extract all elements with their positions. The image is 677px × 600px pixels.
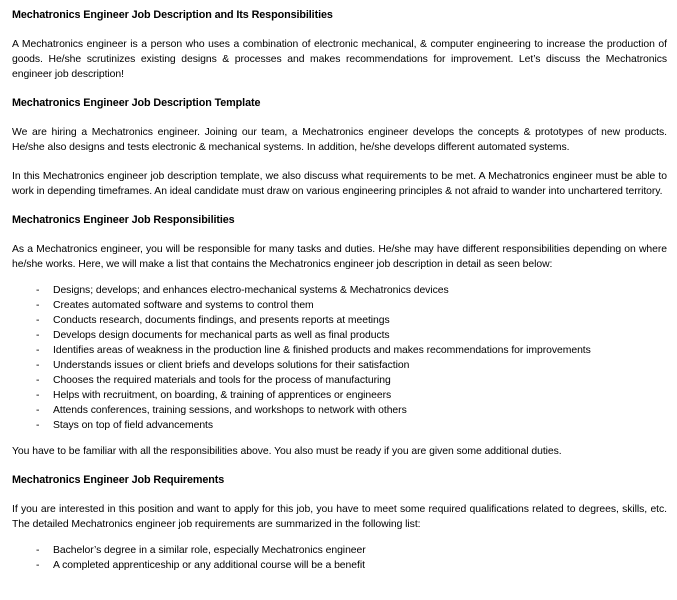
list-item-text: Bachelor’s degree in a similar role, especially Mechatronics engineer xyxy=(53,545,366,556)
bullet-dash: - xyxy=(36,360,40,371)
bullet-dash: - xyxy=(36,345,40,356)
list-item-text: Identifies areas of weakness in the production line & finished products and makes recommendations for improvements xyxy=(53,345,591,356)
bullet-dash: - xyxy=(36,315,40,326)
list-item xyxy=(36,388,667,403)
template-heading: Mechatronics Engineer Job Description Template xyxy=(12,97,261,109)
bullet-dash: - xyxy=(36,375,40,386)
list-item xyxy=(36,313,667,328)
responsibilities-list xyxy=(12,283,667,433)
document-title: Mechatronics Engineer Job Description and Its Responsibilities xyxy=(12,9,333,21)
list-item-text: Develops design documents for mechanical parts as well as final products xyxy=(53,330,390,341)
list-item-text: Creates automated software and systems to control them xyxy=(53,300,314,311)
list-item xyxy=(36,543,667,558)
requirements-heading: Mechatronics Engineer Job Requirements xyxy=(12,474,225,486)
list-item-text: Attends conferences, training sessions, and workshops to network with others xyxy=(53,405,407,416)
requirements-intro: If you are interested in this position and want to apply for this job, you have to meet some required qualifications related to degrees, skills, etc. The detailed Mechatronics engineer job requirements are summarized in the following list: xyxy=(12,504,667,530)
bullet-dash: - xyxy=(36,560,40,571)
responsibilities-heading: Mechatronics Engineer Job Responsibilities xyxy=(12,214,235,226)
bullet-dash: - xyxy=(36,390,40,401)
list-item xyxy=(36,403,667,418)
bullet-dash: - xyxy=(36,300,40,311)
list-item xyxy=(36,418,667,433)
list-item-text: A completed apprenticeship or any additional course will be a benefit xyxy=(53,560,365,571)
list-item xyxy=(36,328,667,343)
list-item-text: Conducts research, documents findings, and presents reports at meetings xyxy=(53,315,390,326)
list-item xyxy=(36,343,667,358)
list-item-text: Stays on top of field advancements xyxy=(53,420,214,431)
bullet-dash: - xyxy=(36,285,40,296)
list-item xyxy=(36,298,667,313)
list-item-text: Designs; develops; and enhances electro-mechanical systems & Mechatronics devices xyxy=(53,285,449,296)
template-paragraph-2: In this Mechatronics engineer job description template, we also discuss what requirements to be met. A Mechatronics engineer must be able to work in depending timeframes. An ideal candidate must draw on various engineering principles & not afraid to wander into unchartered territory. xyxy=(12,171,667,197)
list-item xyxy=(36,373,667,388)
list-item xyxy=(36,358,667,373)
bullet-dash: - xyxy=(36,405,40,416)
list-item-text: Chooses the required materials and tools for the process of manufacturing xyxy=(53,375,391,386)
bullet-dash: - xyxy=(36,420,40,431)
list-item-text: Helps with recruitment, on boarding, & training of apprentices or engineers xyxy=(53,390,392,401)
intro-paragraph: A Mechatronics engineer is a person who uses a combination of electronic mechanical, & computer engineering to increase the production of goods. He/she scrutinizes existing designs & processes and makes recommendations for improvement. Let’s discuss the Mechatronics engineer job description! xyxy=(12,39,667,80)
list-item xyxy=(36,283,667,298)
list-item xyxy=(36,558,667,573)
template-paragraph-1: We are hiring a Mechatronics engineer. Joining our team, a Mechatronics engineer develops the concepts & prototypes of new products. He/she also designs and tests electronic & mechanical systems. In addition, he/she develops different automated systems. xyxy=(12,127,667,153)
bullet-dash: - xyxy=(36,545,40,556)
bullet-dash: - xyxy=(36,330,40,341)
list-item-text: Understands issues or client briefs and develops solutions for their satisfaction xyxy=(53,360,410,371)
responsibilities-outro: You have to be familiar with all the responsibilities above. You also must be ready if you are given some additional duties. xyxy=(12,446,562,457)
requirements-list xyxy=(12,543,667,573)
responsibilities-intro: As a Mechatronics engineer, you will be responsible for many tasks and duties. He/she may have different responsibilities depending on where he/she works. Here, we will make a list that contains the Mechatronics engineer job description in detail as seen below: xyxy=(12,244,667,270)
